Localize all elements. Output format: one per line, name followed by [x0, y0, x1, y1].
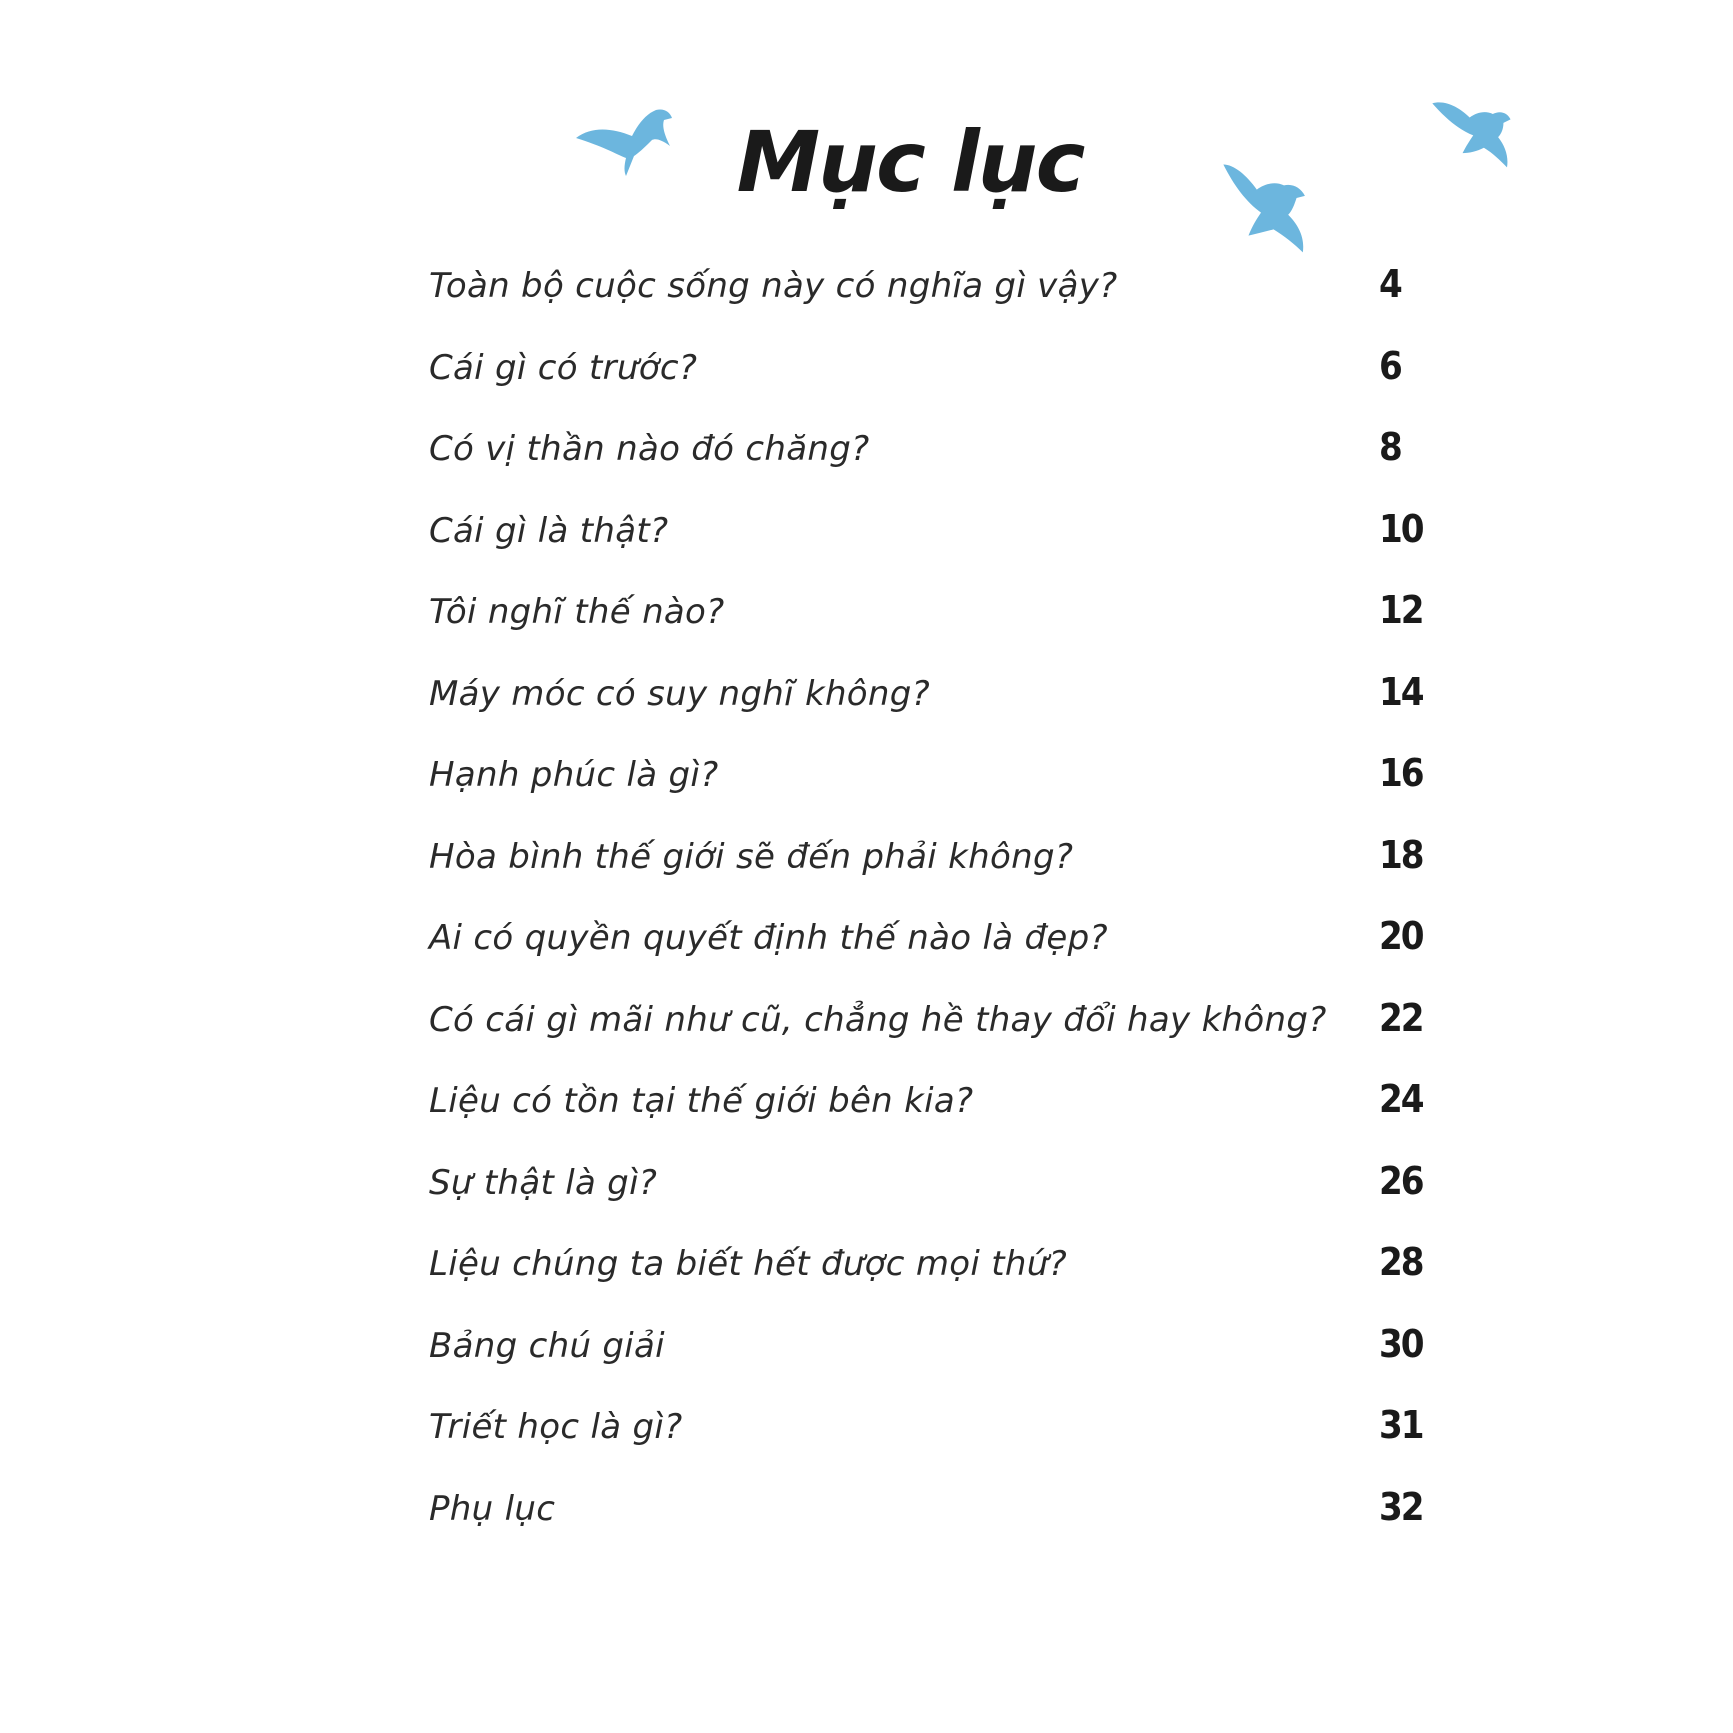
- toc-entry[interactable]: [429, 914, 1439, 996]
- toc-entry-title: Liệu có tồn tại thế giới bên kia?: [429, 1081, 974, 1121]
- toc-entry[interactable]: [429, 425, 1439, 507]
- toc-entry-title: Ai có quyền quyết định thế nào là đẹp?: [429, 918, 1108, 958]
- toc-entry-title: Sự thật là gì?: [429, 1162, 658, 1203]
- toc-entry-title: Phụ lục: [429, 1488, 556, 1529]
- toc-entry[interactable]: [429, 1322, 1439, 1404]
- toc-entry-title: Cái gì có trước?: [429, 347, 698, 388]
- toc-entry[interactable]: [429, 1159, 1439, 1241]
- toc-entry[interactable]: [429, 507, 1439, 589]
- toc-entry-title: Bảng chú giải: [429, 1325, 665, 1366]
- toc-entry-page-number: 32: [1379, 1484, 1423, 1529]
- toc-entry[interactable]: [429, 588, 1439, 670]
- page-title: Mục lục: [736, 113, 1084, 211]
- toc-entry-title: Có vị thần nào đó chăng?: [429, 429, 870, 469]
- toc-entry[interactable]: [429, 1240, 1439, 1322]
- toc-entry[interactable]: [429, 1403, 1439, 1485]
- toc-entry-page-number: 31: [1379, 1403, 1423, 1447]
- toc-entry-page-number: 26: [1379, 1158, 1423, 1203]
- toc-entry-title: Cái gì là thật?: [429, 510, 669, 551]
- toc-entry-page-number: 4: [1379, 262, 1401, 306]
- toc-entry-title: Toàn bộ cuộc sống này có nghĩa gì vậy?: [429, 266, 1118, 306]
- table-of-contents: [429, 262, 1439, 1566]
- toc-entry-page-number: 24: [1379, 1077, 1423, 1121]
- toc-entry[interactable]: [429, 751, 1439, 833]
- toc-entry-page-number: 16: [1379, 751, 1423, 795]
- toc-entry-page-number: 30: [1379, 1321, 1423, 1366]
- toc-entry[interactable]: [429, 996, 1439, 1078]
- toc-entry-page-number: 10: [1379, 506, 1423, 551]
- toc-entry[interactable]: [429, 262, 1439, 344]
- toc-entry-page-number: 6: [1379, 343, 1401, 388]
- toc-entry-title: Triết học là gì?: [429, 1407, 683, 1447]
- toc-entry-page-number: 12: [1379, 588, 1423, 632]
- toc-entry-title: Máy móc có suy nghĩ không?: [429, 673, 930, 714]
- toc-entry-title: Tôi nghĩ thế nào?: [429, 592, 725, 632]
- toc-entry[interactable]: [429, 1485, 1439, 1567]
- toc-entry-page-number: 8: [1379, 425, 1401, 469]
- toc-entry-page-number: 14: [1379, 669, 1423, 714]
- toc-entry[interactable]: [429, 344, 1439, 426]
- toc-entry-title: Hòa bình thế giới sẽ đến phải không?: [429, 836, 1074, 877]
- toc-entry-title: Liệu chúng ta biết hết được mọi thứ?: [429, 1244, 1067, 1284]
- toc-entry[interactable]: [429, 1077, 1439, 1159]
- toc-entry-page-number: 28: [1379, 1240, 1423, 1284]
- toc-entry-page-number: 22: [1379, 995, 1423, 1040]
- toc-entry-page-number: 20: [1379, 914, 1423, 958]
- toc-entry[interactable]: [429, 833, 1439, 915]
- toc-entry-title: Hạnh phúc là gì?: [429, 755, 719, 795]
- toc-entry[interactable]: [429, 670, 1439, 752]
- toc-entry-page-number: 18: [1379, 832, 1423, 877]
- toc-entry-title: Có cái gì mãi như cũ, chẳng hề thay đổi hay không?: [429, 999, 1327, 1040]
